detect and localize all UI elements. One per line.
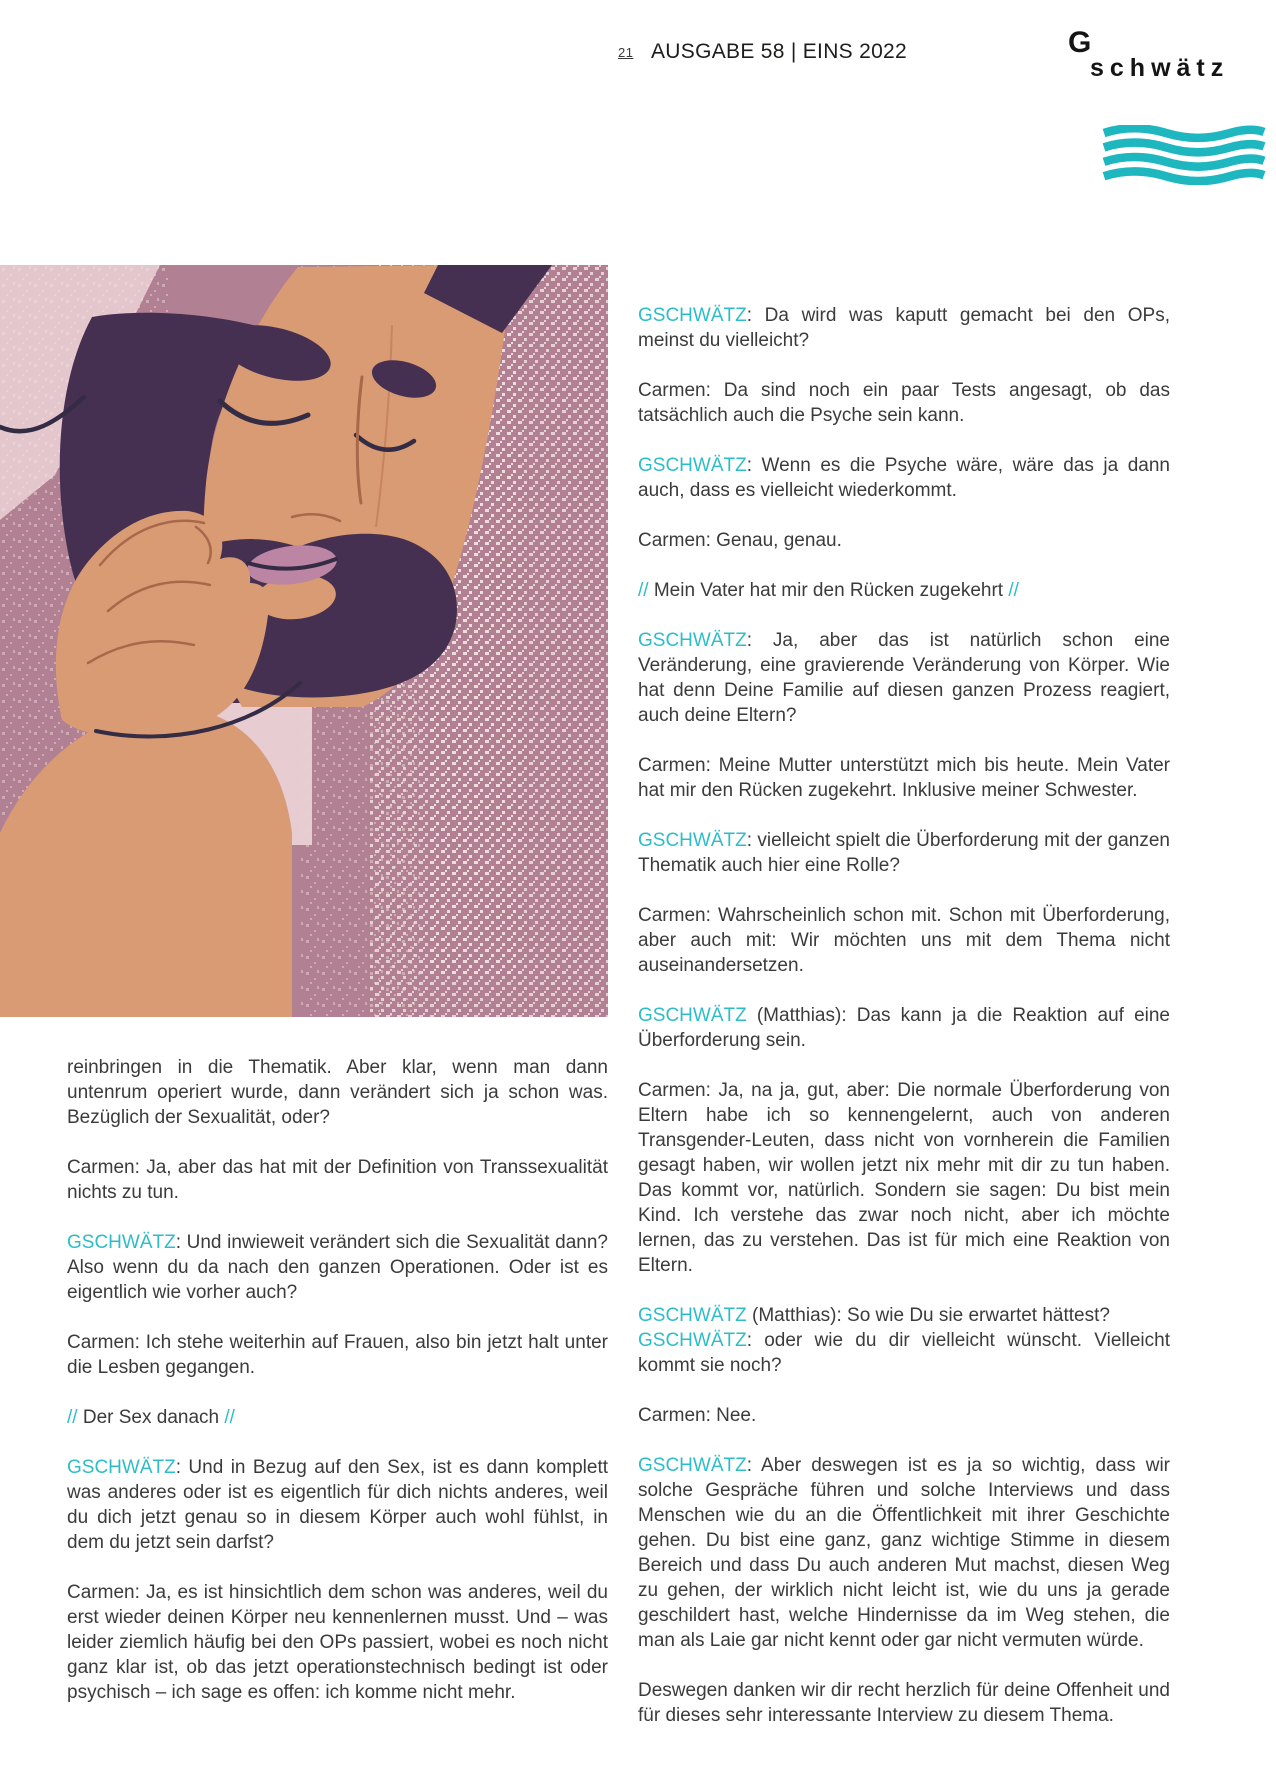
page-number: 21 — [618, 45, 634, 60]
speaker-label: Carmen — [638, 380, 706, 401]
speaker-label: GSCHWÄTZ — [638, 1305, 747, 1326]
dialog-text: : Wenn es die Psyche wäre, wäre das ja dann auch, dass es vielleicht wiederkommt. — [638, 455, 1170, 501]
speaker-label: GSCHWÄTZ — [638, 1005, 747, 1026]
speaker-label: Carmen — [638, 530, 706, 551]
dialog-text: (Matthias): So wie Du sie erwartet hättest? — [746, 1305, 1110, 1326]
dialog-paragraph — [67, 1580, 608, 1705]
dialog-paragraph — [638, 1303, 1170, 1328]
pull-quote — [638, 578, 1170, 603]
dialog-text: : Ich stehe weiterhin auf Frauen, also bin jetzt halt unter die Lesben gegangen. — [67, 1332, 608, 1378]
dialog-text: : Da wird was kaputt gemacht bei den OPs, meinst du vielleicht? — [638, 305, 1170, 351]
dialog-text: : vielleicht spielt die Überforderung mit der ganzen Thematik auch hier eine Rolle? — [638, 830, 1170, 876]
portrait-illustration — [0, 265, 608, 1017]
speaker-label: GSCHWÄTZ — [67, 1457, 176, 1478]
speaker-label: GSCHWÄTZ — [67, 1232, 176, 1253]
quote-slashes: // — [1008, 580, 1019, 601]
dialog-paragraph — [638, 1003, 1170, 1053]
dialog-text: : Und in Bezug auf den Sex, ist es dann komplett was anderes oder ist es eigentlich für dich nichts anderes, weil du dich jetzt genau so in diesem Körper auch wohl fühlst, in dem du jetzt sein darfst? — [67, 1457, 608, 1553]
dialog-paragraph — [638, 903, 1170, 978]
dialog-paragraph — [638, 1328, 1170, 1378]
dialog-paragraph — [67, 1455, 608, 1555]
quote-text: Mein Vater hat mir den Rücken zugekehrt — [653, 580, 1009, 601]
body-paragraph: reinbringen in die Thematik. Aber klar, wenn man dann untenrum operiert wurde, dann verändert sich ja schon was. Bezüglich der Sexualität, oder? — [67, 1057, 608, 1128]
right-text-column — [638, 303, 1170, 1753]
dialog-paragraph — [67, 1230, 608, 1305]
logo-waves-icon — [1102, 125, 1266, 185]
dialog-text: : Genau, genau. — [705, 530, 842, 551]
dialog-text: : Wahrscheinlich schon mit. Schon mit Überforderung, aber auch mit: Wir möchten uns mit dem Thema nicht auseinandersetzen. — [638, 905, 1170, 976]
dialog-paragraph — [638, 528, 1170, 553]
issue-label: AUSGABE 58 | EINS 2022 — [651, 40, 908, 63]
quote-slashes: // — [224, 1407, 235, 1428]
dialog-paragraph — [638, 753, 1170, 803]
dialog-paragraph — [638, 1403, 1170, 1428]
dialog-paragraph — [67, 1330, 608, 1380]
dialog-text: : Ja, aber das ist natürlich schon eine Veränderung, eine gravierende Veränderung von Körper. Wie hat denn Deine Familie auf diesen ganzen Prozess reagiert, auch deine Eltern? — [638, 630, 1170, 726]
dialog-paragraph — [638, 303, 1170, 353]
speaker-label: GSCHWÄTZ — [638, 1330, 747, 1351]
dialog-text: (Matthias): Das kann ja die Reaktion auf eine Überforderung sein. — [638, 1005, 1170, 1051]
logo-wordmark: schwätz — [1090, 54, 1230, 82]
pull-quote — [67, 1405, 608, 1430]
dialog-text: : Aber deswegen ist es ja so wichtig, dass wir solche Gespräche führen und solche Interviews und dass Menschen wie du an die Öffentlichkeit mit ihrer Geschichte gehen. Du bist eine ganz, ganz wichtige Stimme in diesem Bereich und dass Du auch anderen Mut machst, diesen Weg zu gehen, der wirklich nicht leicht ist, wie du uns ja gerade geschildert hast, welche Hindernisse da im Weg stehen, die man als Laie gar nicht kennt oder gar nicht vermuten würde. — [638, 1455, 1170, 1651]
speaker-label: Carmen — [67, 1332, 135, 1353]
speaker-label: Carmen — [67, 1582, 135, 1603]
quote-text: Der Sex danach — [82, 1407, 225, 1428]
dialog-text: : Ja, aber das hat mit der Definition von Transsexualität nichts zu tun. — [67, 1157, 608, 1203]
dialog-text: : Ja, na ja, gut, aber: Die normale Überforderung von Eltern habe ich so kennengelernt, auch von anderen Transgender-Leuten, dass nicht von vornherein die Familien gesagt haben, wir wollen jetzt nix mehr mit dir zu tun haben. Das kommt vor, natürlich. Sondern sie sagen: Du bist mein Kind. Ich verstehe das zwar noch nicht, aber ich möchte lernen, das zu verstehen. Das ist für mich eine Reaktion von Eltern. — [638, 1080, 1170, 1276]
speaker-label: Carmen — [638, 755, 706, 776]
dialog-text: : Ja, es ist hinsichtlich dem schon was anderes, weil du erst wieder deinen Körper neu kennenlernen musst. Und – was leider ziemlich häufig bei den OPs passiert, wobei es noch nicht ganz klar ist, ob das jetzt operationstechnisch bedingt ist oder psychisch – ich sage es offen: ich komme nicht mehr. — [67, 1582, 608, 1703]
quote-slashes: // — [638, 580, 654, 601]
dialog-paragraph — [638, 378, 1170, 428]
speaker-label: Carmen — [638, 905, 706, 926]
dialog-paragraph — [67, 1155, 608, 1205]
speaker-label: GSCHWÄTZ — [638, 830, 747, 851]
body-paragraph: Deswegen danken wir dir recht herzlich für deine Offenheit und für dieses sehr interessante Interview zu diesem Thema. — [638, 1680, 1170, 1726]
dialog-text: : Meine Mutter unterstützt mich bis heute. Mein Vater hat mir den Rücken zugekehrt. Inklusive meiner Schwester. — [638, 755, 1170, 801]
speaker-label: Carmen — [638, 1080, 706, 1101]
left-text-column — [67, 1055, 608, 1730]
dialog-text: : Nee. — [705, 1405, 757, 1426]
dialog-paragraph — [638, 1453, 1170, 1653]
dialog-text: : Da sind noch ein paar Tests angesagt, ob das tatsächlich auch die Psyche sein kann. — [638, 380, 1170, 426]
dialog-text: : Und inwieweit verändert sich die Sexualität dann? Also wenn du da nach den ganzen Operationen. Oder ist es eigentlich wie vorher auch? — [67, 1232, 608, 1303]
dialog-paragraph — [638, 628, 1170, 728]
speaker-label: GSCHWÄTZ — [638, 305, 747, 326]
speaker-label: Carmen — [638, 1405, 706, 1426]
dialog-text: : oder wie du dir vielleicht wünscht. Vielleicht kommt sie noch? — [638, 1330, 1170, 1376]
speaker-label: Carmen — [67, 1157, 135, 1178]
speaker-label: GSCHWÄTZ — [638, 455, 747, 476]
dialog-paragraph — [638, 1078, 1170, 1278]
quote-slashes: // — [67, 1407, 83, 1428]
logo-letter: G — [1068, 26, 1092, 59]
speaker-label: GSCHWÄTZ — [638, 630, 747, 651]
speaker-label: GSCHWÄTZ — [638, 1455, 747, 1476]
dialog-paragraph — [638, 453, 1170, 503]
dialog-paragraph — [638, 828, 1170, 878]
